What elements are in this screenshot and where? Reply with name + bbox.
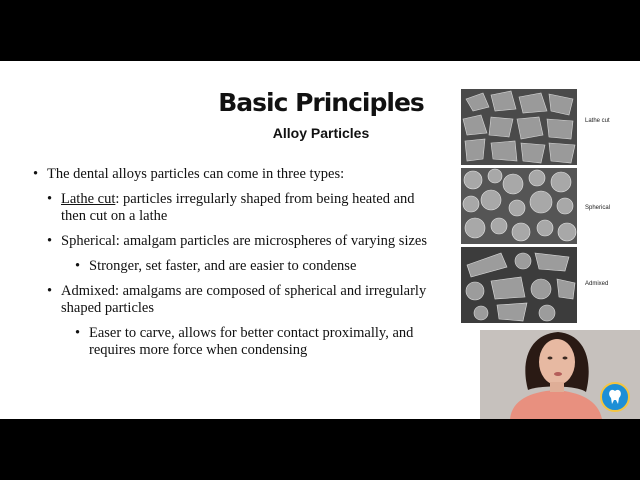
- spherical-label: Spherical: [585, 205, 611, 211]
- admixed-label: Admixed: [585, 281, 609, 287]
- bullet-admixed-detail: • Easer to carve, allows for better contact proximally, and requires more force when condensing: [30, 325, 430, 359]
- admixed-micrograph: [461, 247, 577, 323]
- slide-title: Basic Principles: [218, 88, 424, 117]
- lathe-cut-micrograph: [461, 89, 577, 165]
- bullet-spherical: • Spherical: amalgam particles are microspheres of varying sizes: [30, 233, 430, 250]
- bullet-spherical-detail: • Stronger, set faster, and are easier to condense: [30, 258, 430, 275]
- spherical-micrograph: [461, 168, 577, 244]
- lathe-cut-label: Lathe cut: [585, 118, 610, 124]
- bullet-lathe-cut: • Lathe cut: particles irregularly shaped from being heated and then cut on a lathe: [30, 191, 430, 225]
- bullet-admixed: • Admixed: amalgams are composed of spherical and irregularly shaped particles: [30, 283, 430, 317]
- tooth-icon: [600, 382, 630, 412]
- slide-subtitle: Alloy Particles: [272, 125, 370, 141]
- lathe-cut-term: Lathe cut: [61, 191, 116, 207]
- bullet-intro: • The dental alloys particles can come in three types:: [30, 166, 430, 183]
- bullet-list: [30, 166, 430, 367]
